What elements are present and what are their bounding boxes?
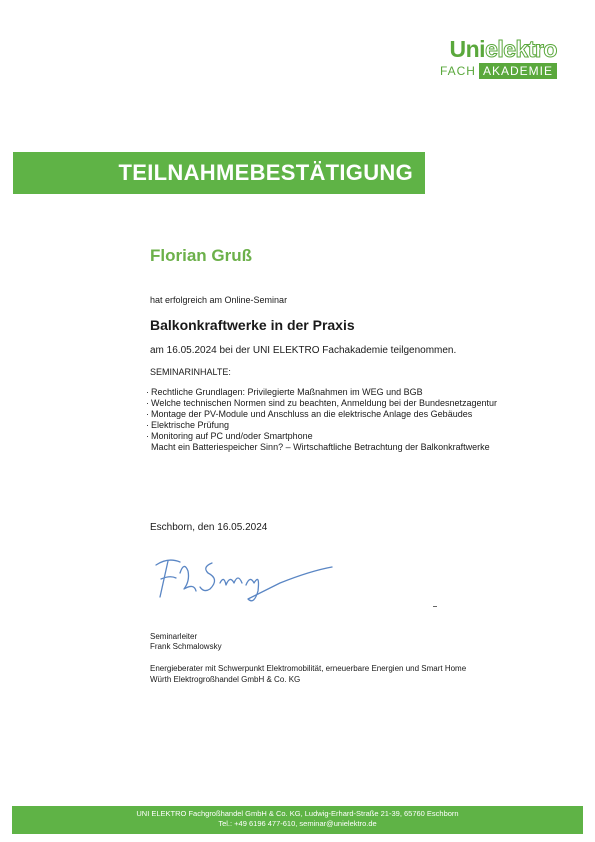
seminar-contents-label: SEMINARINHALTE: (150, 367, 231, 377)
topic-text: Montage der PV-Module und Anschluss an die elektrische Anlage des Gebäudes (151, 409, 473, 419)
topic-bullet: · (146, 431, 149, 441)
place-and-date: Eschborn, den 16.05.2024 (150, 522, 268, 533)
topic-bullet: · (146, 387, 149, 397)
topic-item (146, 431, 506, 442)
logo-wordmark (427, 36, 557, 62)
participant-name: Florian Gruß (150, 246, 252, 265)
signer-role: Seminarleiter (150, 632, 198, 641)
certificate-title-banner: TEILNAHMEBESTÄTIGUNG (13, 152, 425, 194)
topic-item (146, 398, 506, 409)
logo-akademie: AKADEMIE (479, 63, 557, 79)
intro-text: hat erfolgreich am Online-Seminar (150, 295, 288, 305)
logo-fach: FACH (439, 64, 476, 78)
participation-date-line: am 16.05.2024 bei der UNI ELEKTRO Fachakademie teilgenommen. (150, 345, 457, 356)
signature-mark (433, 606, 437, 607)
footer-contact-bar (12, 806, 583, 834)
topic-text: Elektrische Prüfung (151, 420, 230, 430)
seminar-topics-list (146, 387, 506, 453)
seminar-title: Balkonkraftwerke in der Praxis (150, 317, 355, 333)
signer-company: Würth Elektrogroßhandel GmbH & Co. KG (150, 675, 301, 684)
topic-bullet: · (146, 420, 149, 430)
topic-bullet: · (146, 409, 149, 419)
topic-text: Macht ein Batteriespeicher Sinn? – Wirtschaftliche Betrachtung der Balkonkraftwerke (151, 442, 490, 452)
logo-uni: Uni (449, 36, 486, 62)
topic-text: Rechtliche Grundlagen: Privilegierte Maßnahmen im WEG und BGB (151, 387, 423, 397)
signer-name: Frank Schmalowsky (150, 642, 222, 651)
logo-elektro: elektro (485, 36, 557, 62)
topic-item (146, 420, 506, 431)
handwritten-signature (150, 553, 340, 608)
topic-item (146, 387, 506, 398)
topic-item (146, 409, 506, 420)
topic-bullet: · (146, 398, 149, 408)
topic-text: Monitoring auf PC und/oder Smartphone (151, 431, 313, 441)
signer-description: Energieberater mit Schwerpunkt Elektromobilität, erneuerbare Energien und Smart Home (150, 664, 467, 673)
logo-subline (427, 63, 557, 79)
company-logo (427, 36, 557, 79)
footer-contact: Tel.: +49 6196 477-610, seminar@unielektro.de (218, 819, 377, 828)
topic-text: Welche technischen Normen sind zu beachten, Anmeldung bei der Bundesnetzagentur (151, 398, 498, 408)
topic-item (146, 442, 506, 453)
footer-address: UNI ELEKTRO Fachgroßhandel GmbH & Co. KG, Ludwig-Erhard-Straße 21-39, 65760 Eschborn (136, 809, 459, 818)
